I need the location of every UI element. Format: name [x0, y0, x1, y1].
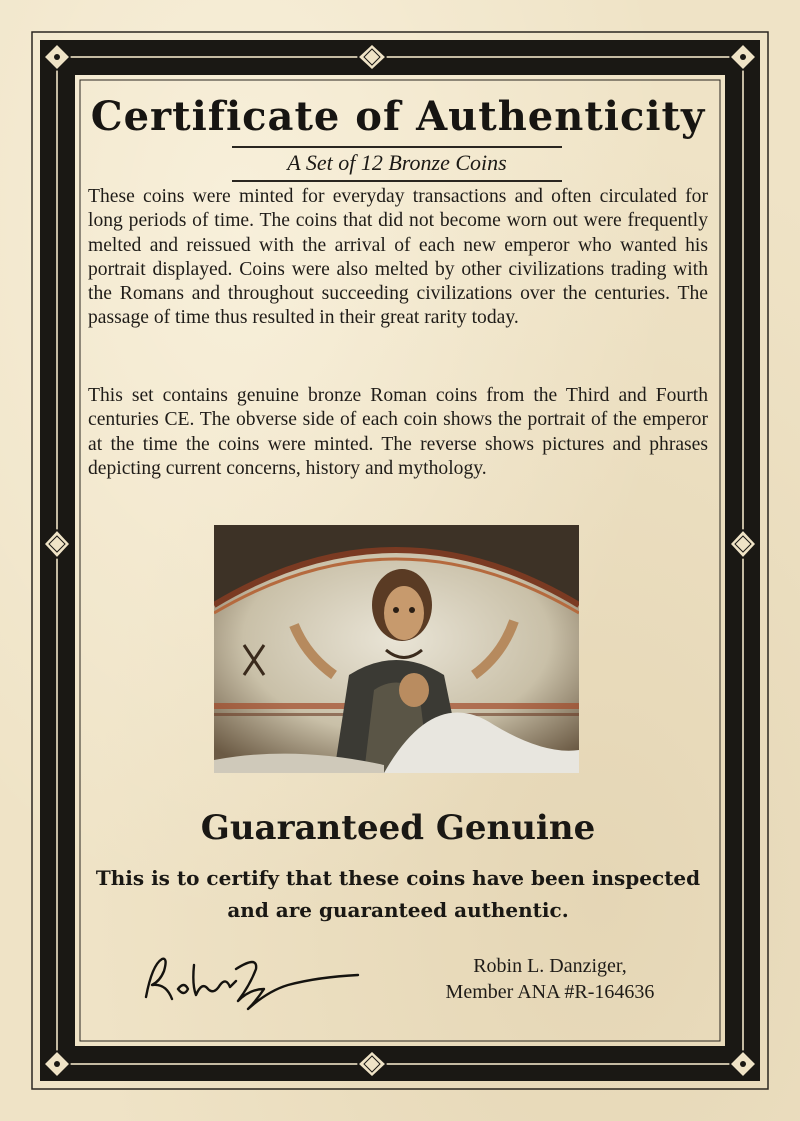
certify-line-1: This is to certify that these coins have been inspected — [95, 866, 701, 890]
intro-paragraph: These coins were minted for everyday transactions and often circulated for long periods of time. The coins that did not become worn out were frequently melted and reissued with the arrival of each new emperor who wanted his portrait displayed. Coins were also melted by other civilizations trading with the Romans and throughout succeeding civilizations over the centuries. The passage of time thus resulted in their great rarity today. — [88, 186, 708, 329]
signer-name: Robin L. Danziger, — [473, 955, 627, 977]
subtitle-banner — [232, 146, 562, 182]
guarantee-heading: Guaranteed Genuine — [200, 808, 596, 848]
signer-block — [410, 953, 690, 1005]
fresco-image — [214, 525, 579, 773]
signature — [138, 945, 368, 1015]
certify-line-2: and are guaranteed authentic. — [227, 898, 569, 922]
signer-title: Member ANA #R-164636 — [445, 981, 655, 1003]
certificate-title: Certificate of Authenticity — [90, 93, 706, 140]
subtitle: A Set of 12 Bronze Coins — [287, 150, 507, 175]
set-description-paragraph: This set contains genuine bronze Roman coins from the Third and Fourth centuries CE. The obverse side of each coin shows the portrait of the emperor at the time the coins were minted. The reverse shows pictures and phrases depicting current concerns, history and mythology. — [88, 385, 708, 479]
